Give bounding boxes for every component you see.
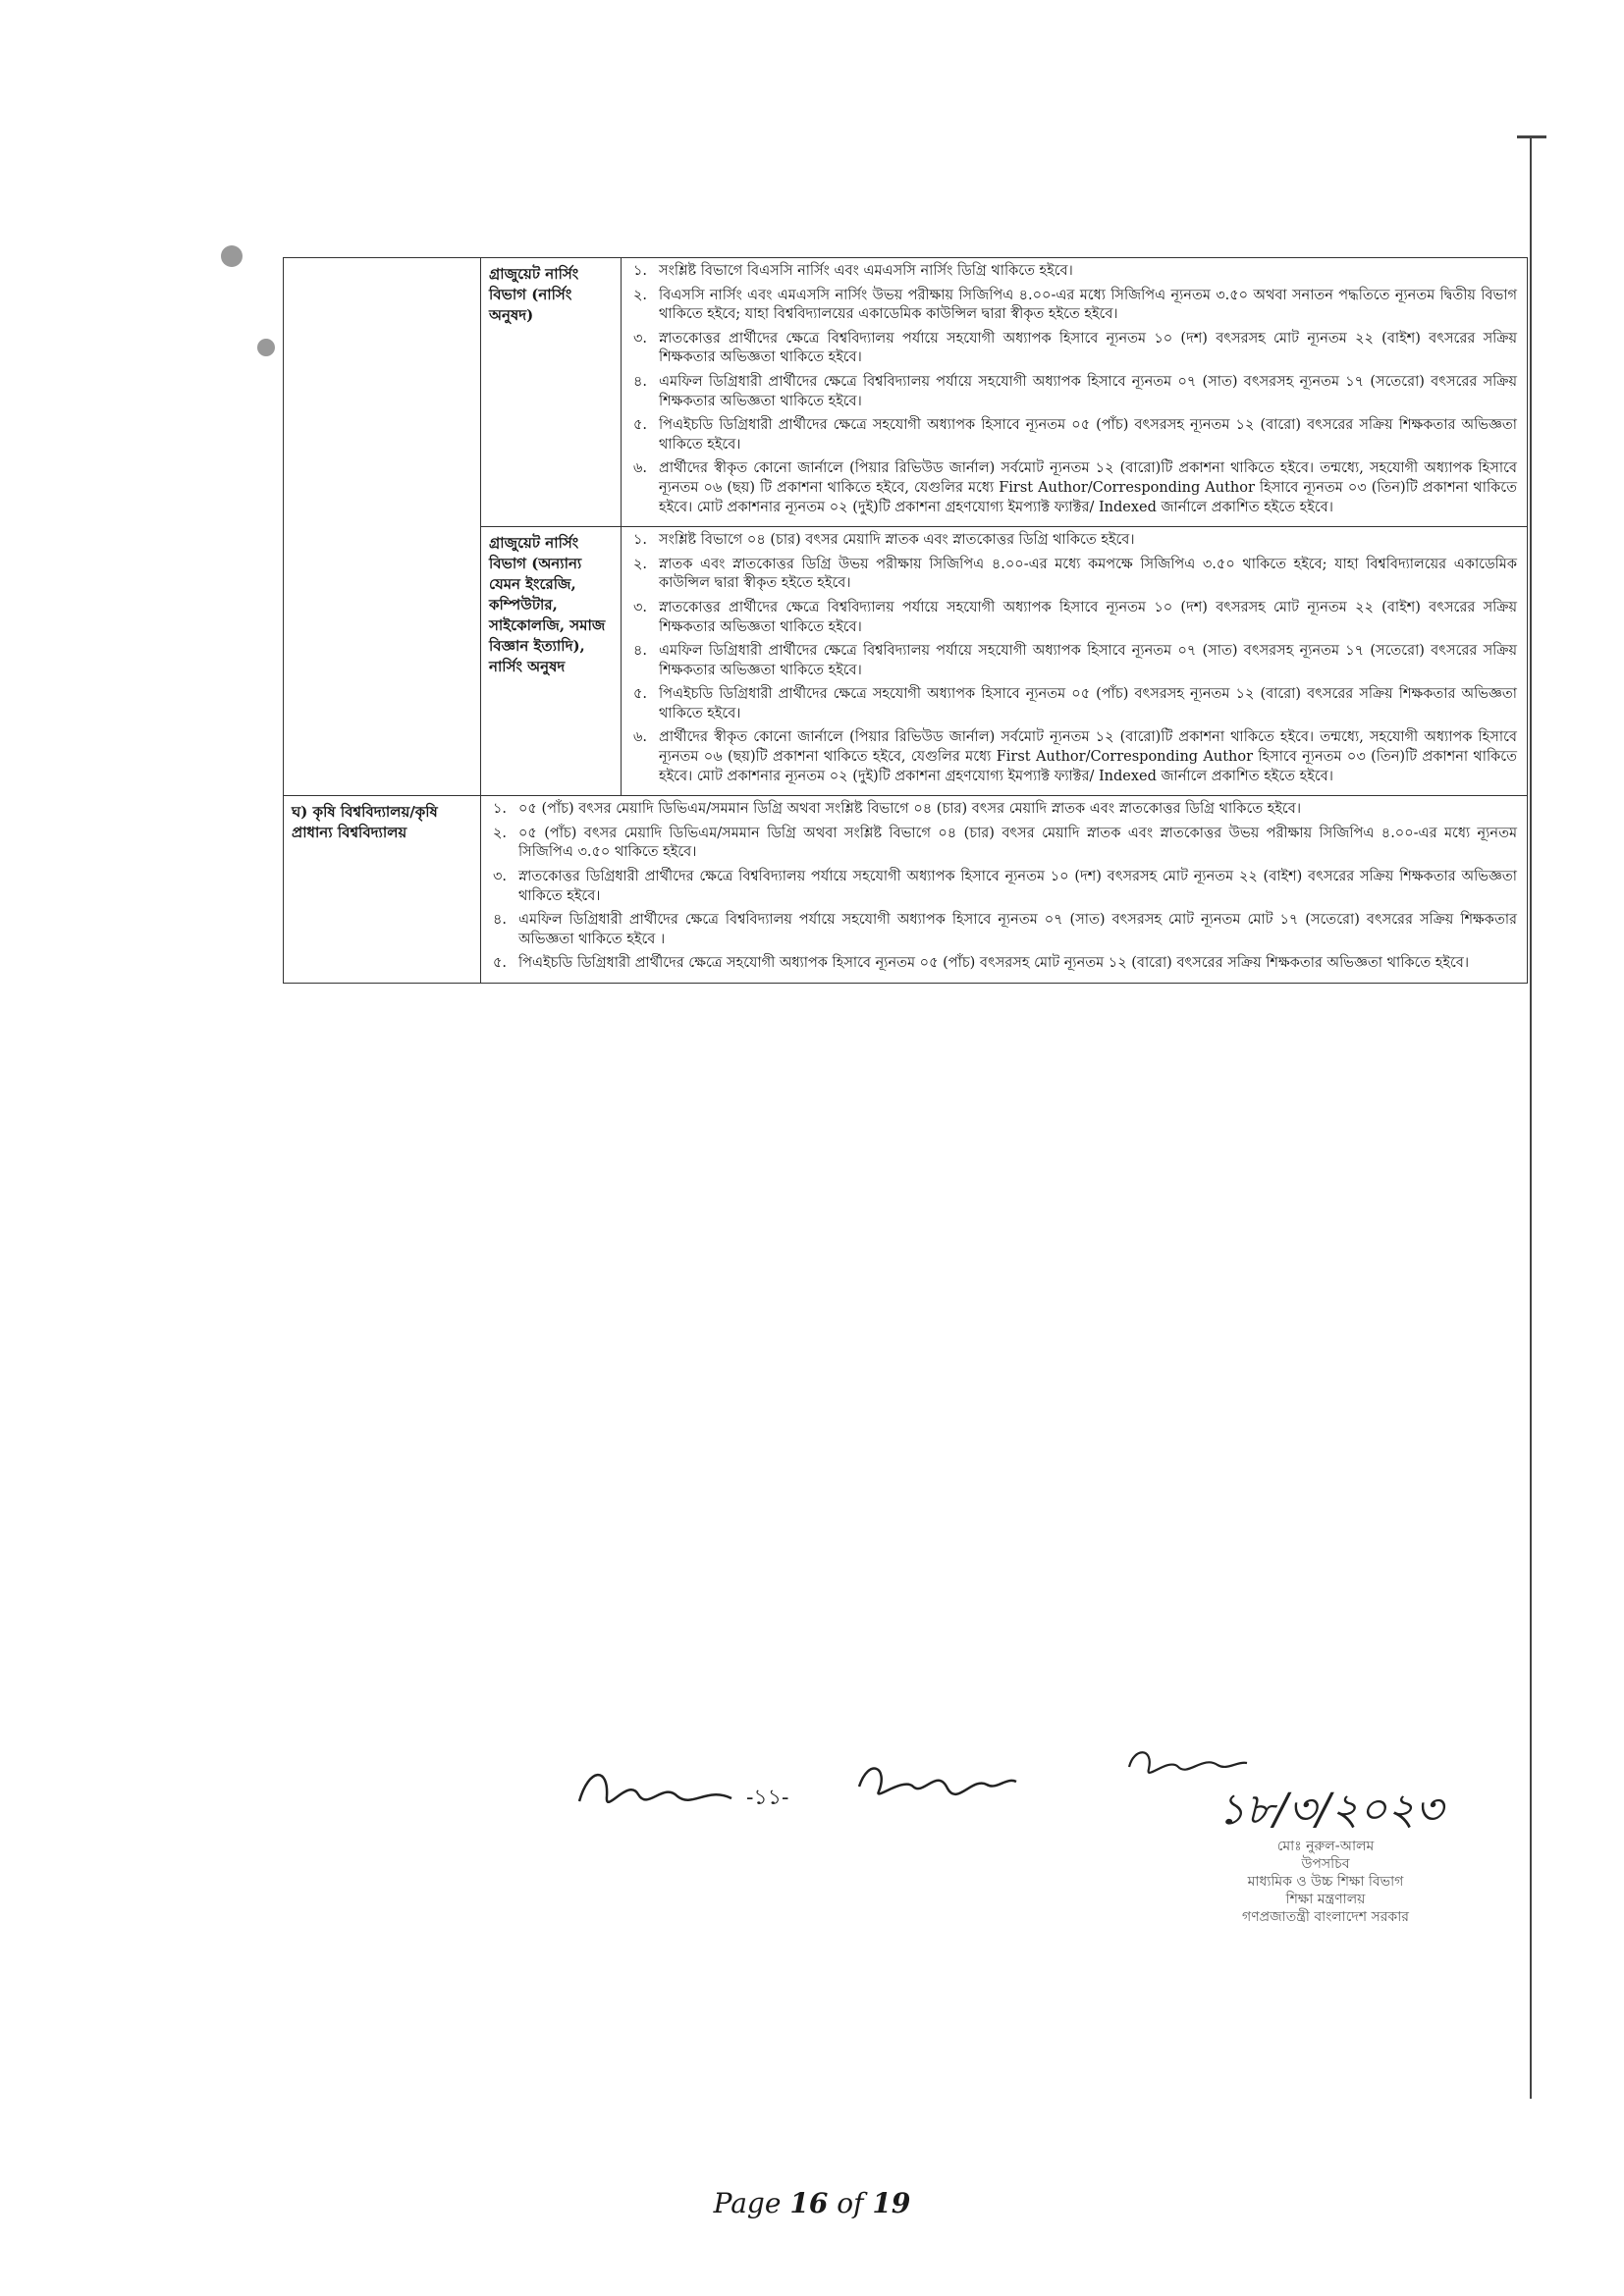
item-text: এমফিল ডিগ্রিধারী প্রার্থীদের ক্ষেত্রে বিশ্ববিদ্যালয় পর্যায়ে সহযোগী অধ্যাপক হিসাবে ন্যূনতম ০৭ (সাত) বৎসরসহ মোট ন্যূনতম মোট ১৭ (সতেরো) বৎসরের সক্রিয় শিক্ষকতার অভিজ্ঞতা থাকিতে হইবে । <box>518 912 1517 947</box>
item-number: ৩. <box>633 599 648 615</box>
list-item <box>493 911 1517 949</box>
requirements-cell <box>481 796 1528 984</box>
item-text: স্নাতকোত্তর প্রার্থীদের ক্ষেত্রে বিশ্ববিদ্যালয় পর্যায়ে সহযোগী অধ্যাপক হিসাবে ন্যূনতম ১০ (দশ) বৎসরসহ মোট ন্যূনতম ২২ (বাইশ) বৎসরের সক্রিয় শিক্ষকতার অভিজ্ঞতা থাকিতে হইবে। <box>659 330 1517 366</box>
item-text: ০৫ (পাঁচ) বৎসর মেয়াদি ডিভিএম/সমমান ডিগ্রি অথবা সংশ্লিষ্ট বিভাগে ০৪ (চার) বৎসর মেয়াদি স্নাতক এবং স্নাতকোত্তর ডিগ্রি থাকিতে হইবে। <box>518 801 1302 818</box>
item-number: ১. <box>633 532 648 549</box>
list-item <box>633 556 1517 594</box>
item-text: বিএসসি নার্সিং এবং এমএসসি নার্সিং উভয় পরীক্ষায় সিজিপিএ ৪.০০-এর মধ্যে সিজিপিএ ন্যূনতম ৩.৫০ অথবা সনাতন পদ্ধতিতে ন্যূনতম দ্বিতীয় বিভাগ থাকিতে হইবে; যাহা বিশ্ববিদ্যালয়ের একাডেমিক কাউন্সিল দ্বারা স্বীকৃত হইতে হইবে। <box>659 287 1517 323</box>
category-cell <box>284 796 481 984</box>
item-number: ৫. <box>493 955 508 972</box>
stamp-line: গণপ্রজাতন্ত্রী বাংলাদেশ সরকার <box>1242 1909 1409 1925</box>
requirements-table <box>283 257 1528 984</box>
item-number: ১. <box>493 801 508 818</box>
signature-middle <box>849 1747 1026 1816</box>
item-number: ৩. <box>493 869 508 885</box>
requirements-cell <box>622 258 1528 527</box>
list-item <box>633 599 1517 637</box>
scan-edge-top <box>1517 135 1546 138</box>
table-row <box>284 796 1528 984</box>
requirements-cell <box>622 527 1528 796</box>
scan-edge <box>1530 135 1532 2099</box>
table-row <box>284 258 1528 527</box>
scan-speck <box>221 245 243 267</box>
stamp-line: উপসচিব <box>1301 1856 1350 1872</box>
page-number <box>0 2187 1624 2219</box>
item-text: স্নাতক এবং স্নাতকোত্তর ডিগ্রি উভয় পরীক্ষায় সিজিপিএ ৪.০০-এর মধ্যে কমপক্ষে সিজিপিএ ৩.৫০ থাকিতে হইবে; যাহা বিশ্ববিদ্যালয়ের একাডেমিক কাউন্সিল দ্বারা স্বীকৃত হইতে হইবে। <box>659 556 1517 592</box>
item-text: প্রার্থীদের স্বীকৃত কোনো জার্নালে (পিয়ার রিভিউড জার্নাল) সর্বমোট ন্যূনতম ১২ (বারো)টি প্রকাশনা থাকিতে হইবে। তন্মধ্যে, সহযোগী অধ্যাপক হিসাবে ন্যূনতম ০৬ (ছয়) টি প্রকাশনা থাকিতে হইবে, যেগুলির মধ্যে First Author/Corresponding Author হিসাবে ন্যূনতম ০৩ (তিন)টি প্রকাশনা থাকিতে হইবে। মোট প্রকাশনার ন্যূনতম ০২ (দুই)টি প্রকাশনা গ্রহণযোগ্য ইমপ্যাক্ট ফ্যাক্টর/ Indexed জার্নালে প্রকাশিত হইতে হইবে। <box>659 460 1517 515</box>
page-prefix: Page <box>713 2187 782 2219</box>
stamp-line: শিক্ষা মন্ত্রণালয় <box>1285 1892 1366 1907</box>
item-text: পিএইচডি ডিগ্রিধারী প্রার্থীদের ক্ষেত্রে সহযোগী অধ্যাপক হিসাবে ন্যূনতম ০৫ (পাঁচ) বৎসরসহ মোট ন্যূনতম ১২ (বারো) বৎসরের সক্রিয় শিক্ষকতার অভিজ্ঞতা থাকিতে হইবে। <box>518 955 1470 972</box>
item-number: ৪. <box>493 912 508 929</box>
scan-speck <box>257 339 275 356</box>
item-text: প্রার্থীদের স্বীকৃত কোনো জার্নালে (পিয়ার রিভিউড জার্নাল) সর্বমোট ন্যূনতম ১২ (বারো)টি প্রকাশনা থাকিতে হইবে। তন্মধ্যে, সহযোগী অধ্যাপক হিসাবে ন্যূনতম ০৬ (ছয়)টি প্রকাশনা থাকিতে হইবে, যেগুলির মধ্যে First Author/Corresponding Author হিসাবে ন্যূনতম ০৩ (তিন)টি প্রকাশনা থাকিতে হইবে। মোট প্রকাশনার ন্যূনতম ০২ (দুই)টি প্রকাশনা গ্রহণযোগ্য ইমপ্যাক্ট ফ্যাক্টর/ Indexed জার্নালে প্রকাশিত হইতে হইবে। <box>659 729 1517 784</box>
item-text: স্নাতকোত্তর প্রার্থীদের ক্ষেত্রে বিশ্ববিদ্যালয় পর্যায়ে সহযোগী অধ্যাপক হিসাবে ন্যূনতম ১০ (দশ) বৎসরসহ মোট ন্যূনতম ২২ (বাইশ) বৎসরের সক্রিয় শিক্ষকতার অভিজ্ঞতা থাকিতে হইবে। <box>659 599 1517 635</box>
item-text: সংশ্লিষ্ট বিভাগে ০৪ (চার) বৎসর মেয়াদি স্নাতক এবং স্নাতকোত্তর ডিগ্রি থাকিতে হইবে। <box>659 532 1135 549</box>
list-item <box>633 330 1517 368</box>
signature-date: ১৮/৩/২০২৩ <box>1218 1785 1443 1835</box>
item-text: পিএইচডি ডিগ্রিধারী প্রার্থীদের ক্ষেত্রে সহযোগী অধ্যাপক হিসাবে ন্যূনতম ০৫ (পাঁচ) বৎসরসহ ন্যূনতম ১২ (বারো) বৎসরের সক্রিয় শিক্ষকতার অভিজ্ঞতা থাকিতে হইবে। <box>659 417 1517 453</box>
signature-block <box>569 1737 1453 1925</box>
list-item <box>633 642 1517 680</box>
item-text: ০৫ (পাঁচ) বৎসর মেয়াদি ডিভিএম/সমমান ডিগ্রি অথবা সংশ্লিষ্ট বিভাগে ০৪ (চার) বৎসর মেয়াদি স্নাতক এবং স্নাতকোত্তর উভয় পরীক্ষায় সিজিপিএ ৪.০০-এর মধ্যে ন্যূনতম সিজিপিএ ৩.৫০ থাকিতে হইবে। <box>518 825 1517 861</box>
list-item <box>633 373 1517 411</box>
department-cell <box>481 527 622 796</box>
item-number: ২. <box>493 825 508 841</box>
list-item <box>633 531 1517 551</box>
list-item <box>633 287 1517 325</box>
list-item <box>493 868 1517 906</box>
list-item <box>493 954 1517 974</box>
item-text: এমফিল ডিগ্রিধারী প্রার্থীদের ক্ষেত্রে বিশ্ববিদ্যালয় পর্যায়ে সহযোগী অধ্যাপক হিসাবে ন্যূনতম ০৭ (সাত) বৎসরসহ ন্যূনতম ১৭ (সতেরো) বৎসরের সক্রিয় শিক্ষকতার অভিজ্ঞতা থাকিতে হইবে। <box>659 373 1517 409</box>
item-text: এমফিল ডিগ্রিধারী প্রার্থীদের ক্ষেত্রে বিশ্ববিদ্যালয় পর্যায়ে সহযোগী অধ্যাপক হিসাবে ন্যূনতম ০৭ (সাত) বৎসরসহ ন্যূনতম ১৭ (সতেরো) বৎসরের সক্রিয় শিক্ষকতার অভিজ্ঞতা থাকিতে হইবে। <box>659 643 1517 678</box>
department-label: গ্রাজুয়েট নার্সিং বিভাগ (নার্সিং অনুষদ) <box>489 265 579 324</box>
list-item <box>493 825 1517 863</box>
item-number: ৩. <box>633 330 648 347</box>
stamp-line: মাধ্যমিক ও উচ্চ শিক্ষা বিভাগ <box>1247 1874 1404 1890</box>
category-cell <box>284 258 481 796</box>
requirement-list <box>622 258 1527 526</box>
page-current: 16 <box>789 2187 829 2219</box>
page-of: of <box>837 2187 864 2219</box>
item-text: পিএইচডি ডিগ্রিধারী প্রার্থীদের ক্ষেত্রে সহযোগী অধ্যাপক হিসাবে ন্যূনতম ০৫ (পাঁচ) বৎসরসহ ন্যূনতম ১২ (বারো) বৎসরের সক্রিয় শিক্ষকতার অভিজ্ঞতা থাকিতে হইবে। <box>659 686 1517 721</box>
item-number: ৬. <box>633 460 648 477</box>
item-number: ৫. <box>633 417 648 434</box>
department-label: গ্রাজুয়েট নার্সিং বিভাগ (অন্যান্য যেমন ইংরেজি, কম্পিউটার, সাইকোলজি, সমাজ বিজ্ঞান ইত্যাদি), নার্সিং অনুষদ <box>489 534 606 676</box>
list-item <box>493 800 1517 820</box>
list-item <box>633 262 1517 282</box>
list-item <box>633 685 1517 723</box>
item-number: ২. <box>633 287 648 303</box>
official-stamp <box>1198 1838 1453 1926</box>
category-label: ঘ) কৃষি বিশ্ববিদ্যালয়/কৃষি প্রাধান্য বিশ্ববিদ্যালয় <box>292 803 438 842</box>
item-number: ১. <box>633 263 648 279</box>
requirement-list <box>481 796 1527 983</box>
list-item <box>633 728 1517 786</box>
item-number: ৫. <box>633 686 648 703</box>
list-item <box>633 416 1517 454</box>
item-text: সংশ্লিষ্ট বিভাগে বিএসসি নার্সিং এবং এমএসসি নার্সিং ডিগ্রি থাকিতে হইবে। <box>659 263 1073 279</box>
signature-left <box>569 1757 746 1826</box>
stamp-line: মোঃ নুরুল-আলম <box>1276 1839 1375 1854</box>
item-number: ৬. <box>633 729 648 746</box>
item-number: ৪. <box>633 373 648 390</box>
requirement-list <box>622 527 1527 795</box>
signature-separator: -১১- <box>746 1786 789 1810</box>
item-number: ৪. <box>633 643 648 660</box>
department-cell <box>481 258 622 527</box>
list-item <box>633 459 1517 517</box>
item-text: স্নাতকোত্তর ডিগ্রিধারী প্রার্থীদের ক্ষেত্রে বিশ্ববিদ্যালয় পর্যায়ে সহযোগী অধ্যাপক হিসাবে ন্যূনতম ১০ (দশ) বৎসরসহ মোট ন্যূনতম ২২ (বাইশ) বৎসরের সক্রিয় শিক্ষকতার অভিজ্ঞতা থাকিতে হইবে। <box>518 869 1517 904</box>
item-number: ২. <box>633 556 648 572</box>
page-total: 19 <box>872 2187 911 2219</box>
